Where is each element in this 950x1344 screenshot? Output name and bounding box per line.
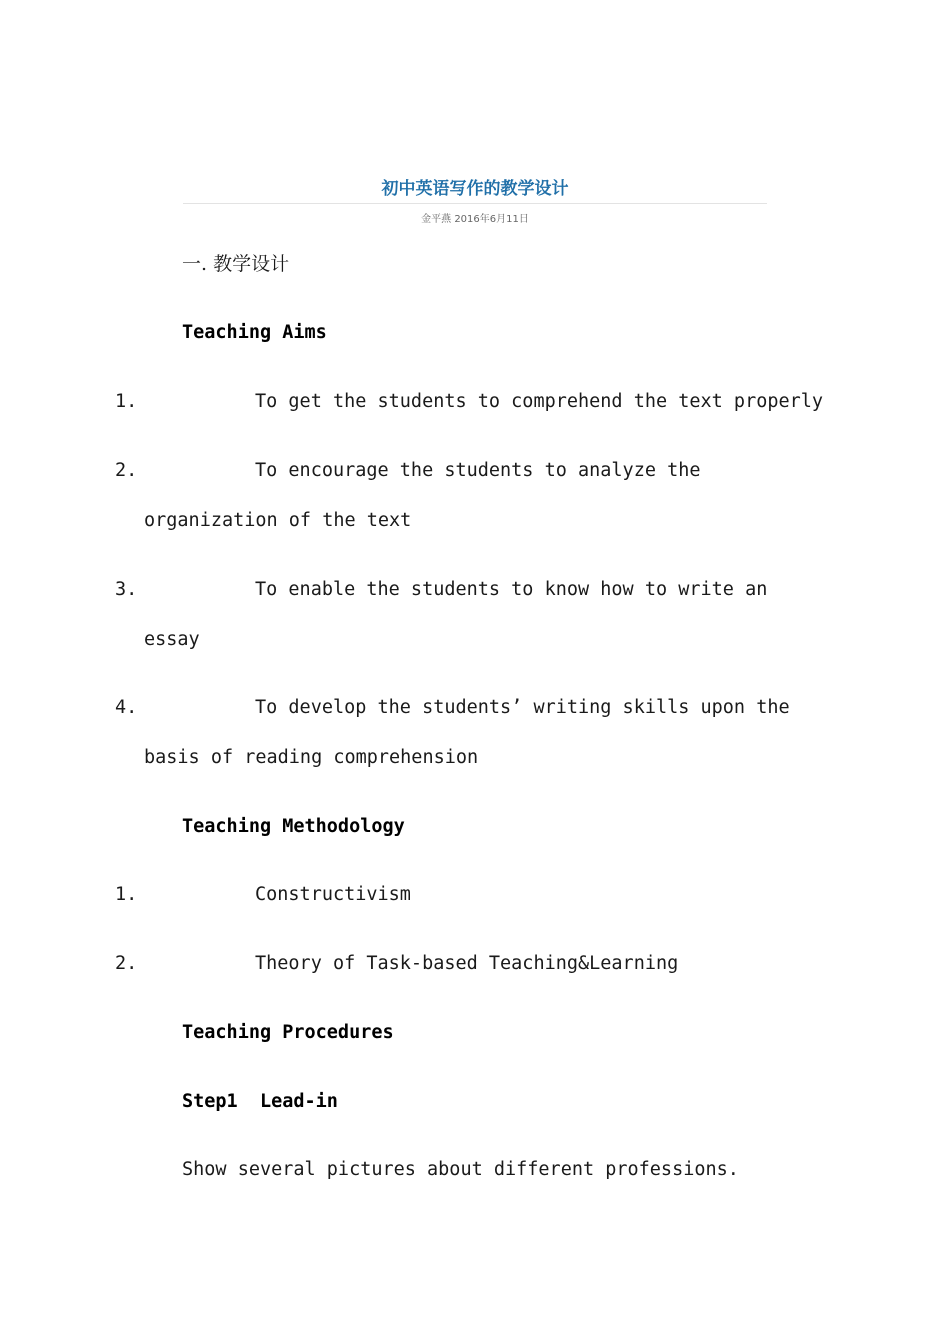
aim-2-number: 2.	[115, 460, 138, 481]
title-divider	[183, 203, 767, 204]
document-title: 初中英语写作的教学设计	[381, 179, 569, 199]
author-date-byline: 金平燕 2016年6月11日	[421, 214, 529, 225]
step1-text: Show several pictures about different professions.	[182, 1159, 739, 1180]
aim-3-continuation: essay	[144, 629, 200, 650]
step1-heading: Step1 Lead-in	[182, 1091, 338, 1112]
aim-4-continuation: basis of reading comprehension	[144, 747, 479, 768]
teaching-procedures-heading: Teaching Procedures	[182, 1022, 394, 1043]
aim-1-text: To get the students to comprehend the text properly	[255, 391, 824, 412]
teaching-aims-heading: Teaching Aims	[182, 322, 327, 343]
section-heading: 一. 教学设计	[182, 253, 290, 275]
aim-3-number: 3.	[115, 579, 138, 600]
aim-1-number: 1.	[115, 391, 138, 412]
aim-4-text: To develop the students’ writing skills upon the	[255, 697, 790, 718]
aim-2-text: To encourage the students to analyze the	[255, 460, 701, 481]
aim-3-text: To enable the students to know how to write an	[255, 579, 768, 600]
method-2-text: Theory of Task-based Teaching&Learning	[255, 953, 679, 974]
aim-4-number: 4.	[115, 697, 138, 718]
method-1-number: 1.	[115, 884, 138, 905]
teaching-methodology-heading: Teaching Methodology	[182, 816, 405, 837]
method-2-number: 2.	[115, 953, 138, 974]
aim-2-continuation: organization of the text	[144, 510, 412, 531]
method-1-text: Constructivism	[255, 884, 411, 905]
